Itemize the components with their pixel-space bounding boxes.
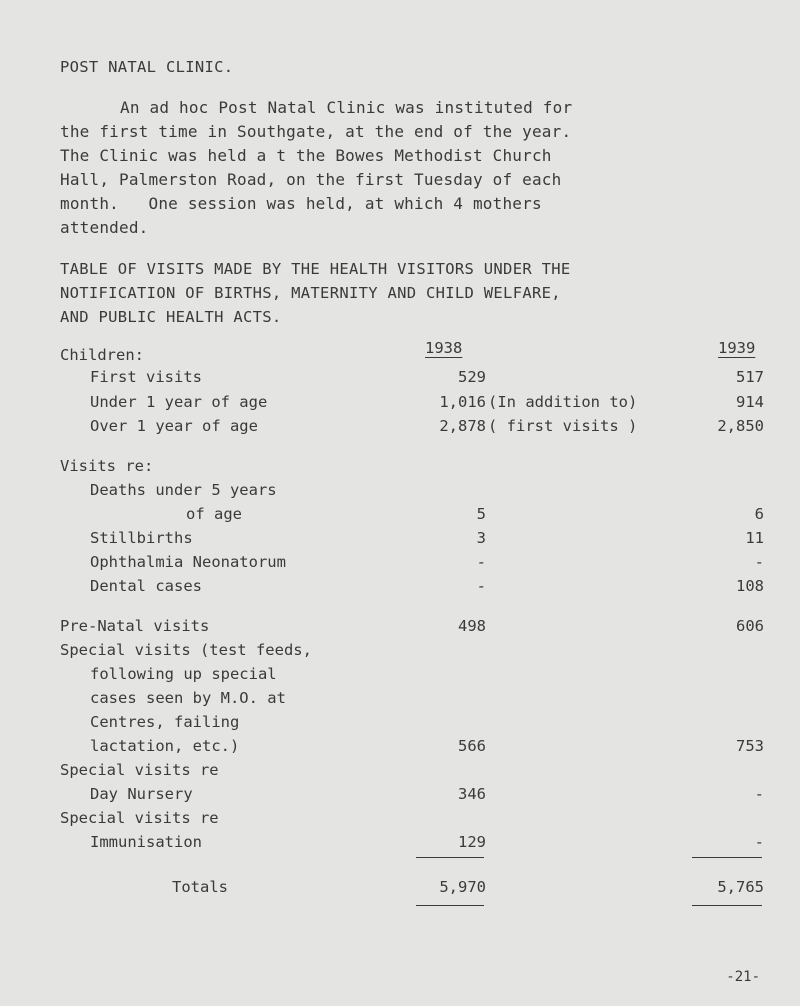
value-1938: 5 [476,505,486,523]
row-label: Dental cases [90,577,202,595]
subtotal-rule-1938 [416,857,484,858]
row-label: lactation, etc.) [90,737,240,755]
total-1938: 5,970 [439,878,486,896]
value-1938: - [476,577,486,595]
row-label: Special visits re [60,809,219,827]
paragraph-line: Hall, Palmerston Road, on the first Tuesday of each [60,170,562,189]
paragraph-line: attended. [60,218,149,237]
value-1939: 753 [736,737,764,755]
value-1938: 566 [458,737,486,755]
value-1939: 914 [736,393,764,411]
value-1938: 1,016 [439,393,486,411]
value-1938: 498 [458,617,486,635]
paragraph-line: the first time in Southgate, at the end of the year. [60,122,572,141]
paragraph-line: The Clinic was held a t the Bowes Methodist Church [60,146,552,165]
row-label: Visits re: [60,457,154,475]
row-label: Day Nursery [90,785,193,803]
year-1939-header: 1939 [718,339,756,357]
note-text: ( first visits ) [488,417,638,435]
table-heading-line: TABLE OF VISITS MADE BY THE HEALTH VISITORS UNDER THE [60,260,571,278]
value-1939: 606 [736,617,764,635]
total-rule-1938 [416,905,484,906]
value-1939: 108 [736,577,764,595]
value-1938: 3 [476,529,486,547]
row-label: of age [186,505,242,523]
row-label: following up special [90,665,277,683]
page-number: -21- [726,969,760,985]
total-1939: 5,765 [717,878,764,896]
value-1938: 346 [458,785,486,803]
row-label: cases seen by M.O. at [90,689,286,707]
value-1938: 529 [458,368,486,386]
totals-label: Totals [172,878,228,896]
page-title: POST NATAL CLINIC. [60,58,234,76]
note-text: (In addition to) [488,393,638,411]
row-label: Stillbirths [90,529,193,547]
row-label: Immunisation [90,833,202,851]
value-1939: 517 [736,368,764,386]
row-label: Deaths under 5 years [90,481,277,499]
row-label: Over 1 year of age [90,417,258,435]
row-label: Special visits re [60,761,219,779]
paragraph-line: month. One session was held, at which 4 mothers [60,194,542,213]
children-label: Children: [60,346,144,364]
row-label: Ophthalmia Neonatorum [90,553,286,571]
table-heading-line: NOTIFICATION OF BIRTHS, MATERNITY AND CHILD WELFARE, [60,284,561,302]
value-1938: 2,878 [439,417,486,435]
value-1939: 11 [745,529,764,547]
subtotal-rule-1939 [692,857,762,858]
row-label: Pre-Natal visits [60,617,210,635]
row-label: First visits [90,368,202,386]
value-1938: - [476,553,486,571]
table-heading-line: AND PUBLIC HEALTH ACTS. [60,308,282,326]
row-label: Centres, failing [90,713,240,731]
value-1939: - [754,553,764,571]
value-1939: - [754,785,764,803]
paragraph-line: An ad hoc Post Natal Clinic was instituted for [120,98,573,117]
value-1939: 2,850 [717,417,764,435]
value-1939: 6 [754,505,764,523]
value-1938: 129 [458,833,486,851]
value-1939: - [754,833,764,851]
row-label: Under 1 year of age [90,393,268,411]
total-rule-1939 [692,905,762,906]
year-1938-header: 1938 [425,339,463,357]
row-label: Special visits (test feeds, [60,641,312,659]
